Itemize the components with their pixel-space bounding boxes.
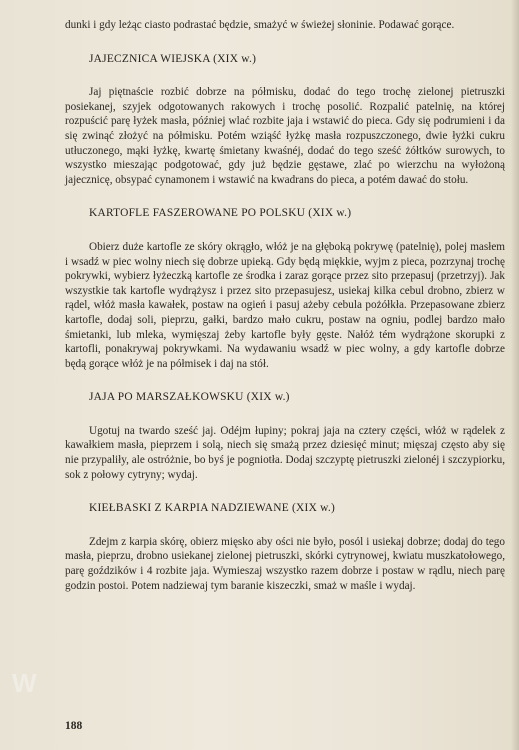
recipe-title-jajecznica: JAJECZNICA WIEJSKA (XIX w.) — [89, 52, 257, 65]
watermark: W — [12, 668, 38, 698]
recipe-title-jaja: JAJA PO MARSZAŁKOWSKU (XIX w.) — [89, 391, 290, 404]
page-content — [65, 18, 505, 593]
recipe-title-kartofle: KARTOFLE FASZEROWANE PO POLSKU (XIX w.) — [89, 207, 352, 220]
page-number: 188 — [65, 720, 83, 732]
recipe-text-kartofle: Obierz duże kartofle ze skóry okrągło, włóż je na głęboką pokrywę (patelnię), polej masłem i wsadź w piec wolny niech się dobrze upieką. Gdy będą miękkie, wyjm z pieca, pozrzynaj trochę pokrywki, wybierz łyżeczką kartofle ze środka i zaraz gorące przez sito przepasuj (przetrzyj). Jak wszystkie tak kartofle wydrążysz i przez sito przepasujesz, usiekaj kilka cebul drobno, zbierz w rądel, włóż masła kawałek, postaw na ogień i pasuj ażeby cebula pożółkła. Przepasowane zbierz kartofle, dodaj soli, pieprzu, gałki, bardzo mało cukru, postaw na ogniu, podlej bardzo mało śmietanki, lub mleka, wymięszaj żeby kartofle były gęste. Nałóż tém wydrążone skorupki z kartofli, ponakrywaj pokrywkami. Na wydawaniu wsadź w piec wolny, a gdy kartofle dobrze będą gorące włóż je na półmisek i daj na stół. — [65, 240, 505, 370]
recipe-title-kielbaski: KIEŁBASKI Z KARPIA NADZIEWANE (XIX w.) — [89, 502, 336, 515]
intro-paragraph: dunki i gdy leżąc ciasto podrastać będzie, smażyć w świeżej słoninie. Podawać gorące. — [65, 19, 455, 31]
recipe-text-jaja: Ugotuj na twardo sześć jaj. Odéjm łupiny; pokraj jaja na cztery części, włóż w rądelek z kawałkiem masła, pieprzem i solą, niech się smażą przez dziesięć minut; mięszaj często aby się nie przypaliły, ale ostróżnie, bo byś je pogniotła. Dodaj szczyptę pietruszki zielonéj i szczypiorku, sok z połowy cytryny; wydaj. — [65, 424, 505, 481]
recipe-text-jajecznica: Jaj piętnaście rozbić dobrze na półmisku, dodać do tego trochę zielonej pietruszki posiekanej, szyjek odgotowanych rakowych i trochę posolić. Rozpalić patelnię, na której rozpuścić parę łyżek masła, później wlać rozbite jaja i wstawić do pieca. Gdy się podrumieni i da się zwinąć złożyć na półmisku. Potém wziąść łyżkę masła rozpuszczonego, dwie łyżki cukru utłuczonego, mąki łyżkę, kwartę śmietany kwaśnéj, dodać do tego sześć żółtków surowych, to wszystko mieszając podgotować, gdy już będzie gęstawe, zlać po wierzchu na wyłożoną jajecznicę, obsypać cynamonem i wstawić na kwadrans do pieca, a potém dawać do stołu. — [65, 86, 505, 186]
recipe-text-kielbaski: Zdejm z karpia skórę, obierz mięsko aby ości nie było, posól i usiekaj dobrze; dodaj do tego masła, pieprzu, drobno usiekanej zielonej pietruszki, skórki cytrynowej, kwiatu muszkatołowego, parę goździków i 4 rozbite jaja. Wymieszaj wszystko razem dobrze i postaw w rądlu, niech parę godzin postoi. Potem nadziewaj tym baranie kiszeczki, smaż w maśle i wydaj. — [65, 535, 505, 592]
